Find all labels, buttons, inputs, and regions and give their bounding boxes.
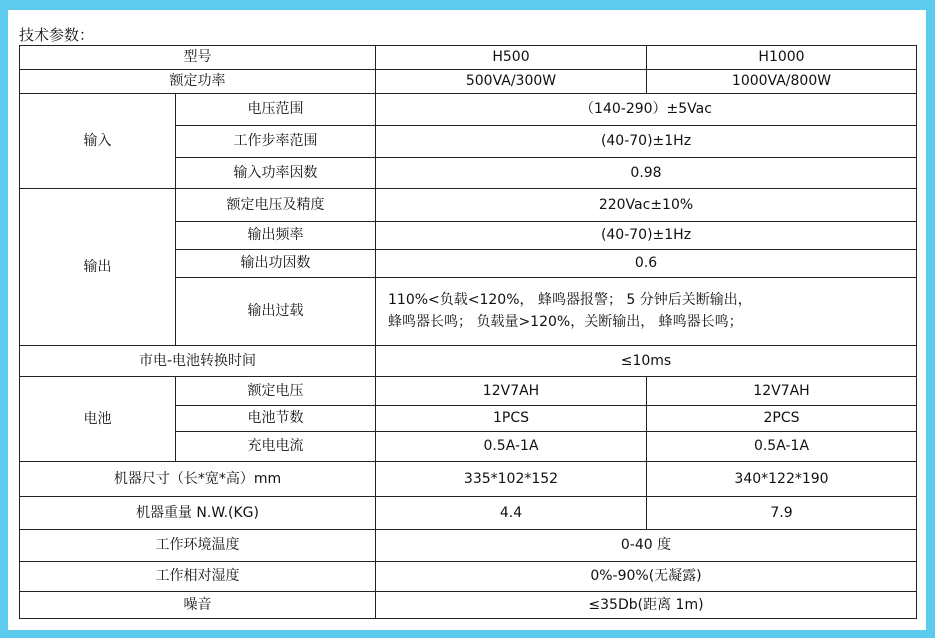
rated-power-label: 额定功率 [20, 70, 376, 94]
dimensions-h1000: 340*122*190 [647, 462, 917, 497]
model-label: 型号 [20, 46, 376, 70]
rated-power-h1000: 1000VA/800W [647, 70, 917, 94]
overload-line-1: 110%<负载<120%， 蜂鸣器报警； 5 分钟后关断输出， [388, 292, 752, 308]
row-transfer-time [20, 346, 917, 377]
output-frequency-label: 输出频率 [176, 222, 376, 250]
weight-label: 机器重量 N.W.(KG) [20, 497, 376, 530]
input-frequency-label: 工作步率范围 [176, 126, 376, 158]
input-power-factor-label: 输入功率因数 [176, 158, 376, 189]
row-weight [20, 497, 917, 530]
battery-voltage-h1000: 12V7AH [647, 377, 917, 406]
overload-line-2: 蜂鸣器长鸣； 负载量>120%，关断输出， 蜂鸣器长鸣； [388, 314, 743, 330]
input-voltage-label: 电压范围 [176, 94, 376, 126]
output-voltage-label: 额定电压及精度 [176, 189, 376, 222]
output-power-factor-value: 0.6 [376, 250, 917, 278]
spec-table [19, 45, 917, 619]
row-humidity [20, 562, 917, 592]
output-group-label: 输出 [20, 189, 176, 346]
row-noise [20, 592, 917, 619]
section-title: 技术参数： [19, 26, 95, 44]
row-battery-voltage [20, 377, 917, 406]
battery-voltage-label: 额定电压 [176, 377, 376, 406]
output-voltage-value: 220Vac±10% [376, 189, 917, 222]
battery-group-label: 电池 [20, 377, 176, 462]
transfer-time-label: 市电-电池转换时间 [20, 346, 376, 377]
battery-count-h1000: 2PCS [647, 406, 917, 432]
battery-charge-h500: 0.5A-1A [376, 432, 647, 462]
dimensions-label: 机器尺寸（长*宽*高）mm [20, 462, 376, 497]
weight-h1000: 7.9 [647, 497, 917, 530]
noise-label: 噪音 [20, 592, 376, 619]
row-input-voltage [20, 94, 917, 126]
output-frequency-value: (40-70)±1Hz [376, 222, 917, 250]
battery-charge-h1000: 0.5A-1A [647, 432, 917, 462]
row-model [20, 46, 917, 70]
battery-voltage-h500: 12V7AH [376, 377, 647, 406]
model-h1000: H1000 [647, 46, 917, 70]
temperature-label: 工作环境温度 [20, 530, 376, 562]
battery-count-h500: 1PCS [376, 406, 647, 432]
input-frequency-value: (40-70)±1Hz [376, 126, 917, 158]
spec-sheet [8, 10, 926, 630]
input-group-label: 输入 [20, 94, 176, 189]
row-temperature [20, 530, 917, 562]
battery-count-label: 电池节数 [176, 406, 376, 432]
row-output-voltage [20, 189, 917, 222]
humidity-label: 工作相对湿度 [20, 562, 376, 592]
model-h500: H500 [376, 46, 647, 70]
transfer-time-value: ≤10ms [376, 346, 917, 377]
temperature-value: 0-40 度 [376, 530, 917, 562]
noise-value: ≤35Db(距离 1m) [376, 592, 917, 619]
output-overload-label: 输出过载 [176, 278, 376, 346]
weight-h500: 4.4 [376, 497, 647, 530]
rated-power-h500: 500VA/300W [376, 70, 647, 94]
humidity-value: 0%-90%(无凝露) [376, 562, 917, 592]
row-rated-power [20, 70, 917, 94]
input-power-factor-value: 0.98 [376, 158, 917, 189]
output-power-factor-label: 输出功因数 [176, 250, 376, 278]
input-voltage-value: （140-290）±5Vac [376, 94, 917, 126]
output-overload-value [376, 278, 917, 346]
row-dimensions [20, 462, 917, 497]
battery-charge-label: 充电电流 [176, 432, 376, 462]
dimensions-h500: 335*102*152 [376, 462, 647, 497]
